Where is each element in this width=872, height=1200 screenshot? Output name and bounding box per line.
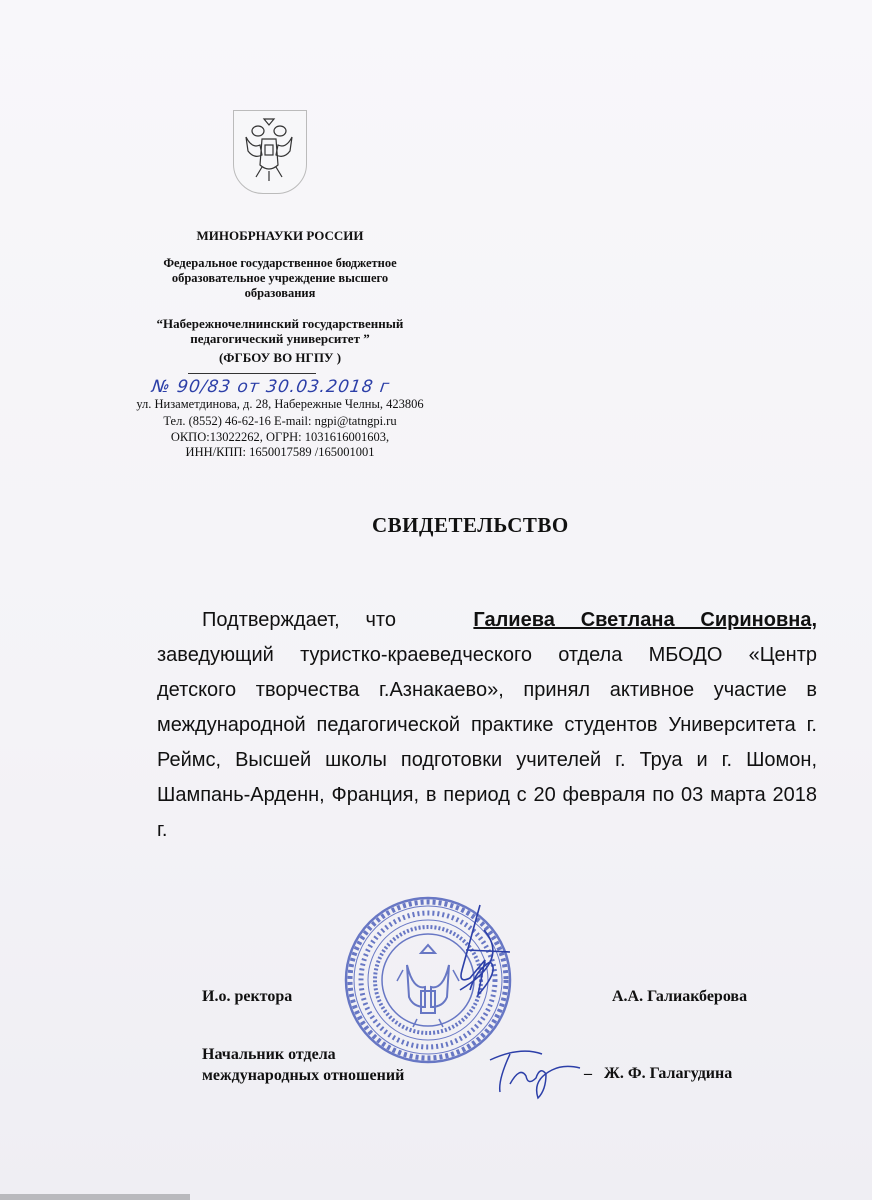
dept-head-signature xyxy=(480,1040,590,1100)
coat-of-arms-emblem xyxy=(233,110,307,194)
intro-text: Подтверждает, что xyxy=(202,609,396,631)
double-headed-eagle-icon xyxy=(240,115,298,187)
dept-head-title: Начальник отдела международных отношений xyxy=(202,1046,405,1084)
university-abbreviation: (ФГБОУ ВО НГПУ ) xyxy=(218,350,342,365)
phone-email: Тел. (8552) 46-62-16 E-mail: ngpi@tatngpi.ru xyxy=(163,414,397,428)
signature-dash: – xyxy=(584,1065,592,1082)
address: ул. Низаметдинова, д. 28, Набережные Челны, 423806 xyxy=(136,397,424,411)
registration-number: № 90/83 от 30.03.2018 г xyxy=(150,377,392,397)
okpo-ogrn: ОКПО:13022262, ОГРН: 1031616001603, xyxy=(170,430,390,444)
university-name: “Набережночелнинский государственный педагогический университет ” xyxy=(156,316,404,346)
body-text: заведующий туристко-краеведческого отдела МБОДО «Центр детского творчества г.Азнакаево», принял активное участие в международной педагогической практике студентов Университета г. Реймс, Высшей школы подготовки учителей г. Труа и г. Шомон, Шампань-Арденн, Франция, в период с 20 февраля по 03 марта 2018 г. xyxy=(157,644,817,841)
inn-kpp: ИНН/КПП: 1650017589 /165001001 xyxy=(185,445,375,459)
rector-name: А.А. Галиакберова xyxy=(612,988,748,1005)
person-name: Галиева Светлана Сириновна, xyxy=(473,609,818,631)
rector-title: И.о. ректора xyxy=(202,988,293,1005)
document-title: СВИДЕТЕЛЬСТВО xyxy=(372,513,569,537)
page-edge-shadow xyxy=(0,1194,190,1200)
header-divider xyxy=(188,373,316,374)
dept-head-name: Ж. Ф. Галагудина xyxy=(604,1065,733,1082)
ministry-name: МИНОБРНАУКИ РОССИИ xyxy=(196,228,364,243)
rector-signature xyxy=(440,900,530,1010)
certificate-body xyxy=(157,603,817,848)
institution-type: Федеральное государственное бюджетное образовательное учреждение высшего образования xyxy=(163,256,397,300)
